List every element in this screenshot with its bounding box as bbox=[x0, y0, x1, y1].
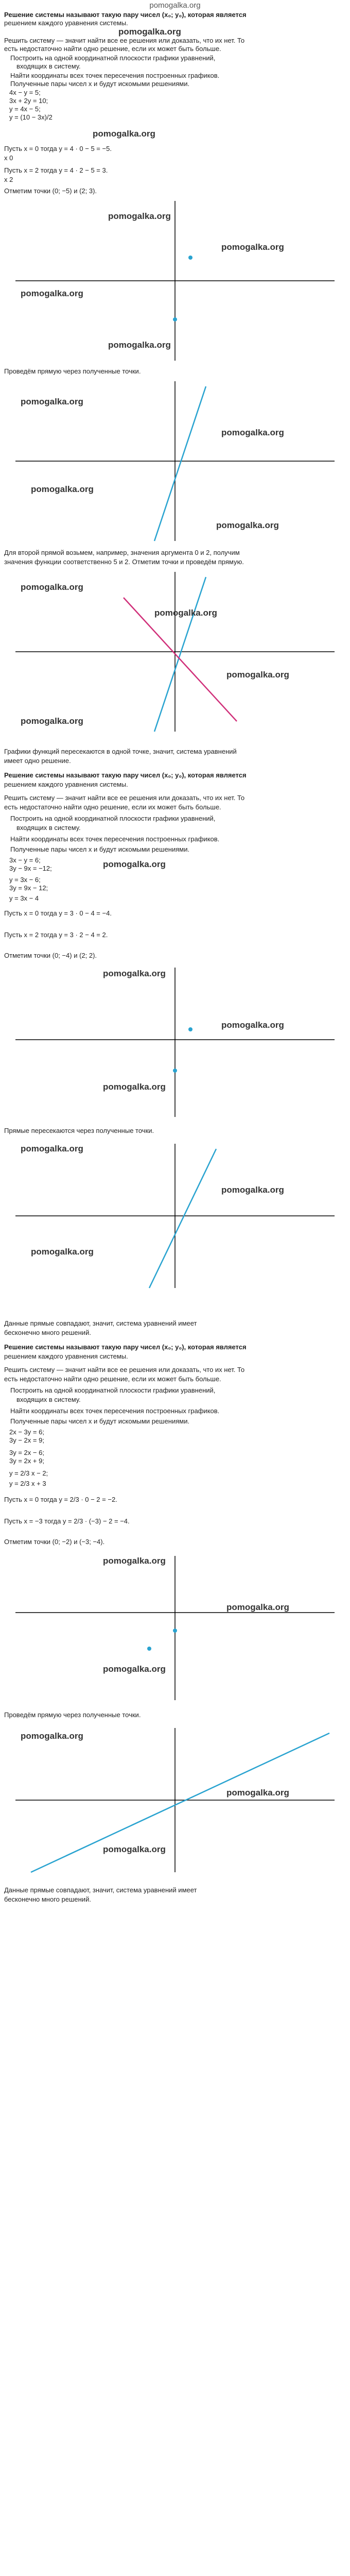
s1-para1b: решением каждого уравнения системы. bbox=[4, 19, 128, 27]
s3-introb: решением каждого уравнения системы. bbox=[4, 1352, 128, 1360]
s1-para2b: есть недостаточно найти одно решение, если их может быть больше. bbox=[4, 45, 221, 53]
s1-bullet1b: входящих в систему. bbox=[16, 62, 81, 70]
s1-below1: Проведём прямую через полученные точки. bbox=[4, 367, 141, 375]
s2-mark: Отметим точки (0; −4) и (2; 2). bbox=[4, 952, 97, 959]
s1-para2: Решить систему — значит найти все ее решения или доказать, что их нет. То bbox=[4, 37, 245, 44]
s2-bullet2: Найти координаты всех точек пересечения построенных графиков. bbox=[10, 835, 220, 843]
s1-below2b: значения функции соответственно 5 и 2. Отметим точки и проведём прямую. bbox=[4, 558, 244, 566]
s1-sys-1: 3x + 2y = 10; bbox=[9, 97, 48, 105]
s3-mark: Отметим точки (0; −2) и (−3; −4). bbox=[4, 1538, 105, 1546]
watermark: pomogalka.org bbox=[216, 520, 279, 530]
s2-introb: решением каждого уравнения системы. bbox=[4, 781, 128, 788]
watermark: pomogalka.org bbox=[221, 1020, 284, 1030]
s3-graph-points bbox=[0, 1551, 350, 1705]
s3-sys-1: 3y − 2x = 9; bbox=[9, 1436, 44, 1444]
watermark: pomogalka.org bbox=[103, 1556, 166, 1566]
s2-conclb: бесконечно много решений. bbox=[4, 1329, 91, 1336]
watermark: pomogalka.org bbox=[21, 716, 83, 726]
s2-sys-3: 3y = 9x − 12; bbox=[9, 884, 48, 892]
s3-conclb: бесконечно много решений. bbox=[4, 1895, 91, 1903]
s2-intro: Решение системы называют такую пару чисел (x₀; y₀), которая является bbox=[4, 771, 247, 779]
s2-graph-line bbox=[0, 1139, 350, 1293]
watermark: pomogalka.org bbox=[108, 211, 171, 221]
watermark: pomogalka.org bbox=[226, 1602, 289, 1612]
s3-graph-line bbox=[0, 1723, 350, 1877]
watermark: pomogalka.org bbox=[93, 129, 155, 139]
s2-sys-2: y = 3x − 6; bbox=[9, 876, 41, 884]
s2-calc1: Пусть x = 0 тогда y = 3 · 0 − 4 = −4. bbox=[4, 909, 112, 917]
watermark: pomogalka.org bbox=[221, 428, 284, 437]
s1-bullet2: Найти координаты всех точек пересечения построенных графиков. bbox=[10, 72, 220, 79]
watermark: pomogalka.org bbox=[103, 1844, 166, 1854]
s3-concl: Данные прямые совпадают, значит, система уравнений имеет bbox=[4, 1886, 197, 1894]
watermark: pomogalka.org bbox=[103, 969, 166, 978]
watermark: pomogalka.org bbox=[21, 1731, 83, 1741]
s2-bullet1b: входящих в систему. bbox=[16, 824, 81, 832]
s1-sys-3: y = (10 − 3x)/2 bbox=[9, 113, 52, 121]
point-2-3 bbox=[188, 256, 192, 260]
s3-sys-5: y = 2/3 x + 3 bbox=[9, 1480, 46, 1487]
s3-bullet1b: входящих в систему. bbox=[16, 1396, 81, 1403]
s1-calc1v: x 0 bbox=[4, 154, 13, 162]
watermark: pomogalka.org bbox=[221, 1185, 284, 1195]
watermark: pomogalka.org bbox=[21, 397, 83, 406]
s2-sys-1: 3y − 9x = −12; bbox=[9, 865, 52, 872]
s3-calc1: Пусть x = 0 тогда y = 2/3 · 0 − 2 = −2. bbox=[4, 1496, 117, 1503]
s2-calc2: Пусть x = 2 тогда y = 3 · 2 − 4 = 2. bbox=[4, 931, 108, 939]
watermark: pomogalka.org bbox=[221, 242, 284, 252]
watermark: pomogalka.org bbox=[21, 1144, 83, 1154]
watermark: pomogalka.org bbox=[103, 1082, 166, 1092]
s1-calc2v: x 2 bbox=[4, 176, 13, 183]
s2-para2: Решить систему — значит найти все ее решения или доказать, что их нет. То bbox=[4, 794, 245, 802]
s2-concl: Данные прямые совпадают, значит, система уравнений имеет bbox=[4, 1319, 197, 1327]
s2-bullet1: Построить на одной координатной плоскости графики уравнений, bbox=[10, 815, 216, 822]
s1-sys-0: 4x − y = 5; bbox=[9, 89, 41, 96]
s1-calc1: Пусть x = 0 тогда y = 4 · 0 − 5 = −5. bbox=[4, 145, 112, 152]
s1-bullet3: Полученные пары чисел x и будут искомыми решениями. bbox=[10, 80, 190, 88]
s2-bullet3: Полученные пары чисел x и будут искомыми решениями. bbox=[10, 845, 190, 853]
watermark: pomogalka.org bbox=[226, 1788, 289, 1798]
s3-calc2: Пусть x = −3 тогда y = 2/3 · (−3) − 2 = −4. bbox=[4, 1517, 130, 1525]
s3-bullet1: Построить на одной координатной плоскости графики уравнений, bbox=[10, 1386, 216, 1394]
s3-sys-3: 3y = 2x + 9; bbox=[9, 1457, 44, 1465]
s3-sys-4: y = 2/3 x − 2; bbox=[9, 1469, 48, 1477]
s3-sys-0: 2x − 3y = 6; bbox=[9, 1428, 44, 1436]
watermark: pomogalka.org bbox=[21, 289, 83, 298]
s1-conclb: имеет одно решение. bbox=[4, 757, 71, 765]
watermark: pomogalka.org bbox=[103, 1664, 166, 1674]
point-0-neg5 bbox=[173, 317, 177, 321]
s1-graph-points bbox=[0, 196, 350, 366]
s1-calc2: Пусть x = 2 тогда y = 4 · 2 − 5 = 3. bbox=[4, 166, 108, 174]
s1-para1: Решение системы называют такую пару чисел (x₀; y₀), которая является bbox=[4, 11, 247, 19]
watermark: pomogalka.org bbox=[226, 670, 289, 680]
watermark: pomogalka.org bbox=[21, 582, 83, 592]
s1-sys-2: y = 4x − 5; bbox=[9, 105, 41, 113]
s1-concl: Графики функций пересекаются в одной точке, значит, система уравнений bbox=[4, 748, 237, 755]
s3-para2b: есть недостаточно найти одно решение, если их может быть больше. bbox=[4, 1375, 221, 1383]
s2-sys-4: y = 3x − 4 bbox=[9, 894, 39, 902]
s3-below: Проведём прямую через полученные точки. bbox=[4, 1711, 141, 1719]
watermark: pomogalka.org bbox=[154, 608, 217, 618]
s1-below2: Для второй прямой возьмем, например, значения аргумента 0 и 2, получим bbox=[4, 549, 240, 556]
s3-sys-2: 3y = 2x − 6; bbox=[9, 1449, 44, 1456]
watermark: pomogalka.org bbox=[108, 340, 171, 350]
s2-sys-0: 3x − y = 6; bbox=[9, 856, 41, 864]
watermark: pomogalka.org bbox=[118, 27, 181, 37]
watermark: pomogalka.org bbox=[31, 1247, 94, 1257]
s3-bullet2: Найти координаты всех точек пересечения построенных графиков. bbox=[10, 1407, 220, 1415]
s2-graph-points bbox=[0, 962, 350, 1122]
s1-bullet1: Построить на одной координатной плоскости графики уравнений, bbox=[10, 54, 216, 62]
s2-para2b: есть недостаточно найти одно решение, если их может быть больше. bbox=[4, 803, 221, 811]
line-y-4x-5 bbox=[154, 386, 206, 541]
watermark: pomogalka.org bbox=[31, 484, 94, 494]
s3-intro: Решение системы называют такую пару чисел (x₀; y₀), которая является bbox=[4, 1343, 247, 1351]
s1-mark: Отметим точки (0; −5) и (2; 3). bbox=[4, 187, 97, 195]
site-header[interactable]: pomogalka.org bbox=[149, 1, 201, 10]
s2-below: Прямые пересекаются через полученные точки. bbox=[4, 1127, 154, 1134]
watermark: pomogalka.org bbox=[103, 859, 166, 869]
s3-para2: Решить систему — значит найти все ее решения или доказать, что их нет. То bbox=[4, 1366, 245, 1374]
s3-bullet3: Полученные пары чисел x и будут искомыми решениями. bbox=[10, 1417, 190, 1425]
